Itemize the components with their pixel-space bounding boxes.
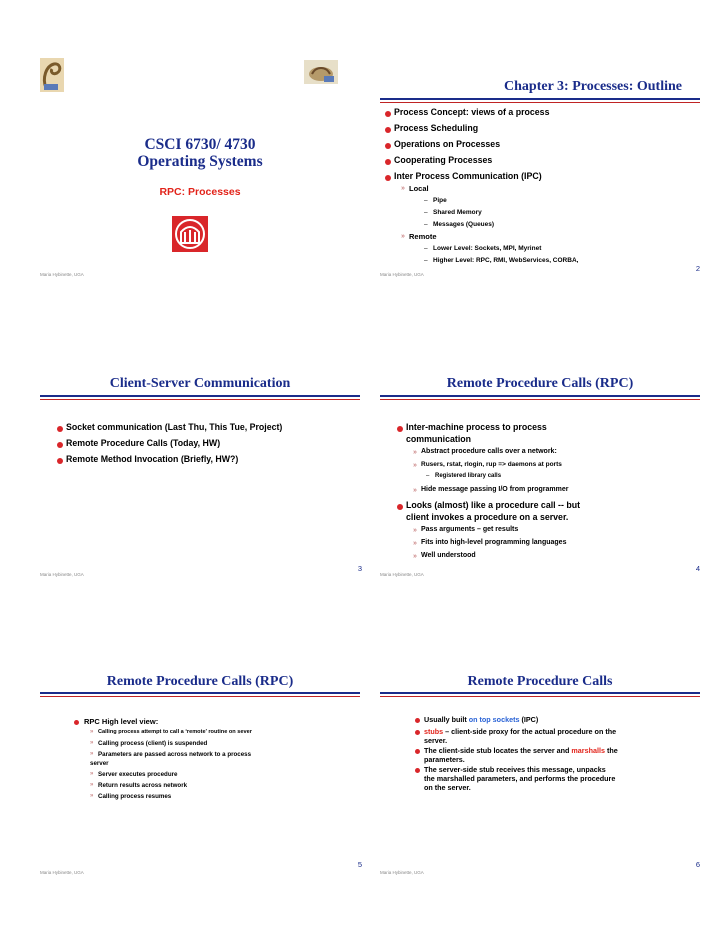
sub-item: Rusers, rstat, rlogin, rup => daemons at ports xyxy=(421,461,562,468)
title-rule xyxy=(380,692,700,697)
bullet-text: communication xyxy=(406,434,472,444)
title-rule xyxy=(40,692,360,697)
sub-item: Calling process attempt to call a ‘remote’ routine on sever xyxy=(98,729,252,735)
bullet-text: Inter-machine process to process xyxy=(406,422,547,432)
title-rule xyxy=(380,395,700,400)
footer: Maria Hybinette, UGA xyxy=(40,272,84,277)
bullet-text: Looks (almost) like a procedure call -- but xyxy=(406,500,581,510)
bullet-dot xyxy=(415,749,420,754)
sub-bullet-arrow: » xyxy=(90,740,94,746)
sub-item: Hide message passing I/O from programmer xyxy=(421,486,569,493)
sub-item: Calling process resumes xyxy=(98,793,172,800)
page-number: 4 xyxy=(695,564,700,573)
slide-3: Client-Server Communication Socket communication (Last Thu, This Tue, Project) Remote Procedure Calls (Today, HW) Remote Method Invocation (Briefly, HW?) 3 Maria Hybinette, UGA xyxy=(40,350,360,590)
sub-sub-item: Higher Level: RPC, RMI, WebServices, CORBA, xyxy=(433,257,579,264)
bullet-text: on the server. xyxy=(424,783,471,792)
sub-item-continuation: server xyxy=(90,760,109,767)
shell-icon xyxy=(304,60,338,84)
bullet-text: RPC High level view: xyxy=(84,717,159,726)
sub-item-remote: Remote xyxy=(409,232,437,241)
sub-bullet-arrow: » xyxy=(413,553,417,560)
slide-title: Remote Procedure Calls xyxy=(467,674,613,689)
slide-6 xyxy=(380,650,700,890)
dash: – xyxy=(424,257,428,264)
sub-bullet-arrow: » xyxy=(90,751,94,757)
dash: – xyxy=(424,209,428,216)
sub-bullet-arrow: » xyxy=(90,771,94,777)
bullet-text: stubs – client-side proxy for the actual procedure on the xyxy=(424,727,617,736)
sub-bullet-arrow: » xyxy=(90,782,94,788)
slide-title: Remote Procedure Calls (RPC) xyxy=(446,376,634,391)
bullet-dot xyxy=(397,426,403,432)
sub-bullet-arrow: » xyxy=(413,449,417,456)
title-rule xyxy=(380,98,700,103)
bullet-text: The client-side stub locates the server and marshalls the xyxy=(424,746,618,755)
sub-bullet-arrow: » xyxy=(401,185,405,192)
sub-sub-item: Shared Memory xyxy=(433,209,482,216)
sub-item: Server executes procedure xyxy=(98,771,178,778)
sub-item: Pass arguments – get results xyxy=(421,526,519,533)
sub-sub-item: Pipe xyxy=(433,197,447,204)
lecture-topic: RPC: Processes xyxy=(159,186,241,198)
sub-item: Parameters are passed across network to a process xyxy=(98,751,252,758)
sub-bullet-arrow: » xyxy=(413,540,417,547)
slide-1 xyxy=(40,50,360,290)
bullet-text: parameters. xyxy=(424,755,465,764)
course-subtitle: Operating Systems xyxy=(137,153,263,170)
slide-title: Chapter 3: Processes: Outline xyxy=(504,79,682,94)
slide-title: Remote Procedure Calls (RPC) xyxy=(106,674,294,689)
bullet-dot xyxy=(415,730,420,735)
sub-bullet-arrow: » xyxy=(90,793,94,799)
sub-item: Well understood xyxy=(421,552,476,559)
footer: Maria Hybinette, UGA xyxy=(380,272,424,277)
bullet-dot xyxy=(415,718,420,723)
bullet-text: the marshalled parameters, and performs the procedure xyxy=(424,774,616,783)
slide-5 xyxy=(40,650,360,890)
page-number: 6 xyxy=(695,860,700,869)
title-rule xyxy=(40,395,360,400)
bullet-text: server. xyxy=(424,736,448,745)
uga-arch-icon xyxy=(172,216,208,252)
footer: Maria Hybinette, UGA xyxy=(380,572,424,577)
ammonite-icon xyxy=(40,58,64,92)
dash: – xyxy=(426,473,430,479)
dash: – xyxy=(424,221,428,228)
footer: Maria Hybinette, UGA xyxy=(380,870,424,875)
page-number: 2 xyxy=(695,264,700,273)
course-title: CSCI 6730/ 4730 xyxy=(144,136,256,153)
footer: Maria Hybinette, UGA xyxy=(40,870,84,875)
slide-2: Chapter 3: Processes: Outline Process Concept: views of a process Process Scheduling Operations on Processes Cooperating Processes Inter Process Communication (IPC) » Local – Pipe – Shared Memory – Messages (Queues) » Remote – Lower Level: Sockets, MPI, Myrinet – Higher Level: RPC, RMI, WebServices, CORBA, 2 Maria Hybinette, UGA xyxy=(380,50,700,290)
sub-item: Return results across network xyxy=(98,782,188,789)
sub-item: Abstract procedure calls over a network: xyxy=(421,448,557,455)
slide-4 xyxy=(380,350,700,590)
bullet-text: Usually built on top sockets (IPC) xyxy=(424,715,539,724)
sub-item: Fits into high-level programming languages xyxy=(421,539,567,546)
sub-bullet-arrow: » xyxy=(413,487,417,494)
sub-sub-item: Messages (Queues) xyxy=(433,221,495,228)
sub-bullet-arrow: » xyxy=(90,729,94,735)
dash: – xyxy=(424,245,428,252)
sub-sub-item: Lower Level: Sockets, MPI, Myrinet xyxy=(433,245,542,252)
page-number: 3 xyxy=(357,564,362,573)
bullet-dot xyxy=(397,504,403,510)
sub-bullet-arrow: » xyxy=(401,233,405,240)
sub-bullet-arrow: » xyxy=(413,527,417,534)
page-number: 5 xyxy=(357,860,362,869)
sub-item: Calling process (client) is suspended xyxy=(98,740,208,747)
sub-bullet-arrow: » xyxy=(413,462,417,469)
bullet-dot xyxy=(415,768,420,773)
bullet-text: client invokes a procedure on a server. xyxy=(406,512,569,522)
footer: Maria Hybinette, UGA xyxy=(40,572,84,577)
bullet-text: The server-side stub receives this message, unpacks xyxy=(424,765,606,774)
sub-sub-item: Registered library calls xyxy=(435,473,502,479)
sub-item-local: Local xyxy=(409,184,429,193)
dash: – xyxy=(424,197,428,204)
slide-title: Client-Server Communication xyxy=(109,376,291,391)
bullet-dot xyxy=(74,720,79,725)
